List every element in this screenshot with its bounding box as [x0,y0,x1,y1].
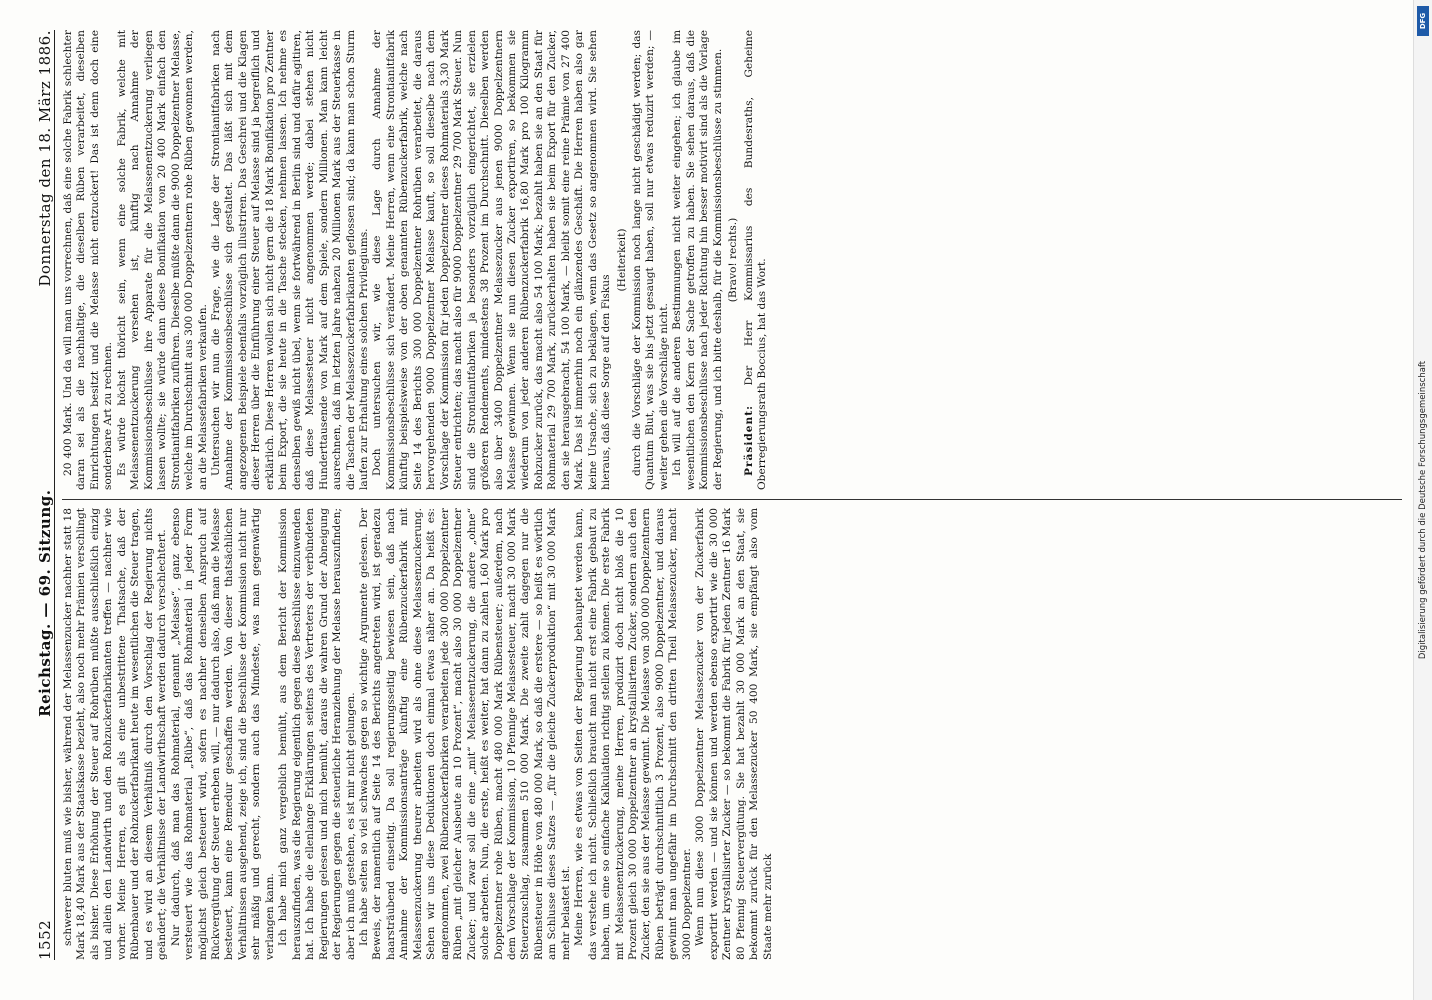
paragraph: Ich habe mich ganz vergeblich bemüht, aus dem Bericht der Kommission herauszufinden, was die Regierung eigentlich gegen diese Beschlüsse einzuwenden hat. Ich habe die ellenlange Erklärungen seitens des Vertreters der verbündeten Regierungen gelesen und mich bemüht, daraus die wahren Grund der Abneigung der Regierungen gegen die steuerliche Heranziehung der Melasse herauszufinden; aber ich muß gestehen, es ist mir nicht gelungen. [277,508,357,960]
paragraph: 20 400 Mark. Und da will man uns vorrechnen, daß eine solche Fabrik schlechter daran sei als die nachhaltige, die dieselben Rüben verarbeitet, dieselben Einrichtungen besitzt und die Melasse nicht entzuckert! Das ist denn doch eine sonderbare Art zu rechnen. [62,30,115,490]
paragraph: durch die Vorschläge der Kommission noch lange nicht geschädigt werden; das Quantum Blut, was sie bis jetzt gesaugt haben, soll nur etwas reduzirt werden; — weiter gehen die Vorschläge nicht. [631,30,670,490]
page-number: 1552 [36,919,54,960]
paragraph: Es würde höchst thöricht sein, wenn eine solche Fabrik, welche mit Melassenentzuckerung versehen ist, künftig nach Annahme der Kommissionsbeschlüsse ihre Apparate für die Melassenentzuckerung verliegen lassen wollte; sie würde dann diese Bonifikation von 20 400 Mark einfach den Strontianitfabriken zuführen. Dieselbe müßte dann die 9000 Doppelzentner Melasse, welche im Durchschnitt aus 300 000 Doppelzentnern rohe Rüben gewonnen werden, an die Melassefabriken verkaufen. [115,30,209,490]
digitization-note: Digitalisierung gefördert durch die Deutsche Forschungsgemeinschaft [1418,360,1428,660]
paragraph: Untersuchen wir nun die Frage, wie die Lage der Strontianitfabriken nach Annahme der Kommissionsbeschlüsse sich gestaltet. Das läßt sich mit dem angezogenen Beispiele ebenfalls vorzüglich illustriren. Das Geschrei und die Klagen dieser Herren über die Einführung einer Steuer auf Melasse sind ja begreiflich und erklärlich. Diese Herren wollen sich nicht gern die 18 Mark Bonifikation pro Zentner beim Export, die sie heute in die Tasche stecken, nehmen lassen. Ich nehme es denselben gewiß nicht übel, wenn sie fortwährend in Berlin sind und dafür agitiren, daß diese Melassesteuer nicht angenommen werde; dabei stehen nicht Hunderttausende von Mark auf dem Spiele, sondern Millionen. Man kann leicht ausrechnen, daß im letzten Jahre nahezu 20 Millionen Mark aus der Steuerkasse in die Taschen der Melassezuckerfabrikanten geflossen sind; da kann man schon Sturm laufen zur Erhaltung eines solchen Privilegiums. [209,30,370,490]
left-column [62,508,1402,960]
paragraph: Nur dadurch, daß man das Rohmaterial, genannt „Melasse“, ganz ebenso versteuert wie das Rohmaterial „Rübe“, daß das Rohmaterial in jeder Form möglichst gleich besteuert wird, sofern es nachher denselben Anspruch auf Rückvergütung der Steuer erheben will, — nur dadurch also, daß man die Melasse besteuert, kann eine Remedur geschaffen werden. Von dieser thatsächlichen Verhältnissen ausgehend, zeige ich, sind die Beschlüsse der Kommission nicht nur sehr mäßig und gerecht, sondern auch das Mindeste, was man gegenwärtig verlangen kann. [169,508,276,960]
dfg-logo: DFG [1417,6,1429,36]
speaker-label: Präsident: [742,404,755,476]
speaker-text: Der Herr Kommissarius des Bundesraths, Geheime Oberregierungsrath Boccius, hat das Wort. [742,30,769,490]
column-divider [62,499,1402,500]
paragraph: Wenn nun diese 3000 Doppelzentner Melassezucker von der Zuckerfabrik exportirt werden — und sie können und werden ebenso exportirt wie die 30 000 Zentner krystallisirter Zucker — so bekommt die Fabrik für jeden Zentner 16 Mark 80 Pfennig Steuervergütung. Sie hat bezahlt 30 000 Mark an den Staat, sie bekommt zurück für den Melassezucker 50 400 Mark, sie empfängt also vom Staate mehr zurück [694,508,774,960]
paragraph: Ich will auf die anderen Bestimmungen nicht weiter eingehen; ich glaube im wesentlichen den Kern der Sache getroffen zu haben. Sie sehen daraus, daß die Kommissionsbeschlüsse nach jeder Richtung hin besser motivirt sind als die Vorlage der Regierung, und ich bitte deshalb, für die Kommissionsbeschlüsse zu stimmen. [671,30,724,490]
page-date: Donnerstag den 18. März 1886. [36,30,54,287]
paragraph: schwerer bluten muß wie bisher, während der Melassenzucker nachher statt 18 Mark 18,40 Mark aus der Staatskasse bezieht, also noch mehr Prämien verschlingt als bisher. Diese Erhöhung der Steuer auf Rohrüben müßte ausschließlich einzig und allein den Landwirth und den Rohzuckerfabrikanten treffen — nachher wie vorher. Meine Herren, es gilt als eine unbestrittene Thatsache, daß der Rübenbauer und der Rohzuckerfabrikant heute im wesentlichen die Steuer tragen, und es wird an diesem Verhältniß durch den Vorschlag der Regierung nichts geändert; die Verhältnisse der Landwirthschaft werden dadurch verschlechtert. [62,508,169,960]
paragraph: Ich habe selten so viel schwaches gegen so wichtige Argumente gelesen. Der Beweis, der namentlich auf Seite 14 des Berichts angetreten wird, ist geradezu haarsträubend einseitig. Da soll regierungsseitig bewiesen sein, daß nach Annahme der Kommissionsanträge künftig eine Rübenzuckerfabrik mit Melassenzuckerung theurer arbeiten wird als ohne diese Melassenzuckerung. Sehen wir uns diese Deduktionen doch einmal etwas näher an. Da heißt es: angenommen, zwei Rübenzuckerfabriken verarbeiten jede 300 000 Doppelzentner Rüben „mit gleicher Ausbeute an 10 Prozent“, macht also 30 000 Doppelzentner Zucker; und zwar soll die eine „mit“ Melasseentzuckerung, die andere „ohne“ solche arbeiten. Nun, die erste, heißt es weiter, hat dann zu zahlen 1,60 Mark pro Doppelzentner rohe Rüben, macht 480 000 Mark Rübensteuer; außerdem, nach dem Vorschlage der Kommission, 10 Pfennige Melassesteuer, macht 30 000 Mark Steuerzuschlag, zusammen 510 000 Mark. Die zweite zahlt dagegen nur die Rübensteuer in Höhe von 480 000 Mark, so daß die erstere — so heißt es wörtlich am Schlusse dieses Satzes — „für die gleiche Zuckerproduktion“ mit 30 000 Mark mehr belastet ist. [357,508,572,960]
page-title: Reichstag. — 69. Sitzung. [36,489,54,717]
interjection: (Heiterkeit) [615,228,628,292]
speaker-paragraph [743,30,770,490]
page-edge-strip [1413,0,1432,1000]
interjection: (Bravo! rechts.) [727,217,740,303]
page-header [28,30,55,960]
rotated-page-content [10,10,1420,990]
paragraph: Meine Herren, wie es etwas von Seiten der Regierung behauptet werden kann, das verstehe ich nicht. Schließlich braucht man nicht erst eine Fabrik gebaut zu haben, um eine so einfache Kalkulation richtig stellen zu können. Die erste Fabrik mit Melassenentzuckerung, meine Herren, produzirt doch nicht bloß die 10 Prozent gleich 30 000 Doppelzentner an krystallisirtem Zucker, sondern auch den Zucker, den sie aus der Melasse gewinnt. Die Melasse von 300 000 Doppelzentnern Rüben beträgt durchschnittlich 3 Prozent, also 9000 Doppelzentner, und daraus gewinnt man ungefähr im Durchschnitt den dritten Theil Melassezucker, macht 3000 Doppelzentner. [573,508,693,960]
paragraph: Doch untersuchen wir, wie diese Lage durch Annahme der Kommissionsbeschlüsse sich verändert. Meine Herren, wenn eine Strontianitfabrik künftig beispielsweise von der oben genannten Rübenzuckerfabrik, welche nach Seite 14 des Berichts 300 000 Doppelzentner Rohrüben verarbeitet, die daraus hervorgehenden 9000 Doppelzentner Melasse kauft, so soll dieselbe nach dem Vorschlage der Kommission für jeden Doppelzentner dieses Rohmaterials 3,30 Mark Steuer entrichten; das macht also für 9000 Doppelzentner 29 700 Mark Steuer. Nun sind die Strontianitfabriken ja besonders vorzüglich eingerichtet, sie erzielen größeren Rendements, mindestens 38 Prozent im Durchschnitt. Dieselben werden also über 3400 Doppelzentner Melassezucker aus jenen 9000 Doppelzentnern Melasse gewinnen. Wenn sie nun diesen Zucker exportiren, so bekommen sie wiederum von jeder anderen Rübenzuckerfabrik 16,80 Mark pro 100 Kilogramm Rohzucker zurück, das macht also 54 100 Mark; bezahlt haben sie an den Staat für Rohmaterial 29 700 Mark, zurückerhalten haben sie beim Export für den Zucker, den sie herausgebracht, 54 100 Mark, — bleibt somit eine reine Prämie von 27 400 Mark. Das ist immerhin noch ein glänzendes Geschäft. Die Herren haben also gar keine Ursache, sich zu beklagen, wenn das Gesetz so angenommen wird. Sie sehen hieraus, daß diese Sorge auf den Fiskus [371,30,613,490]
right-column [62,30,1402,490]
